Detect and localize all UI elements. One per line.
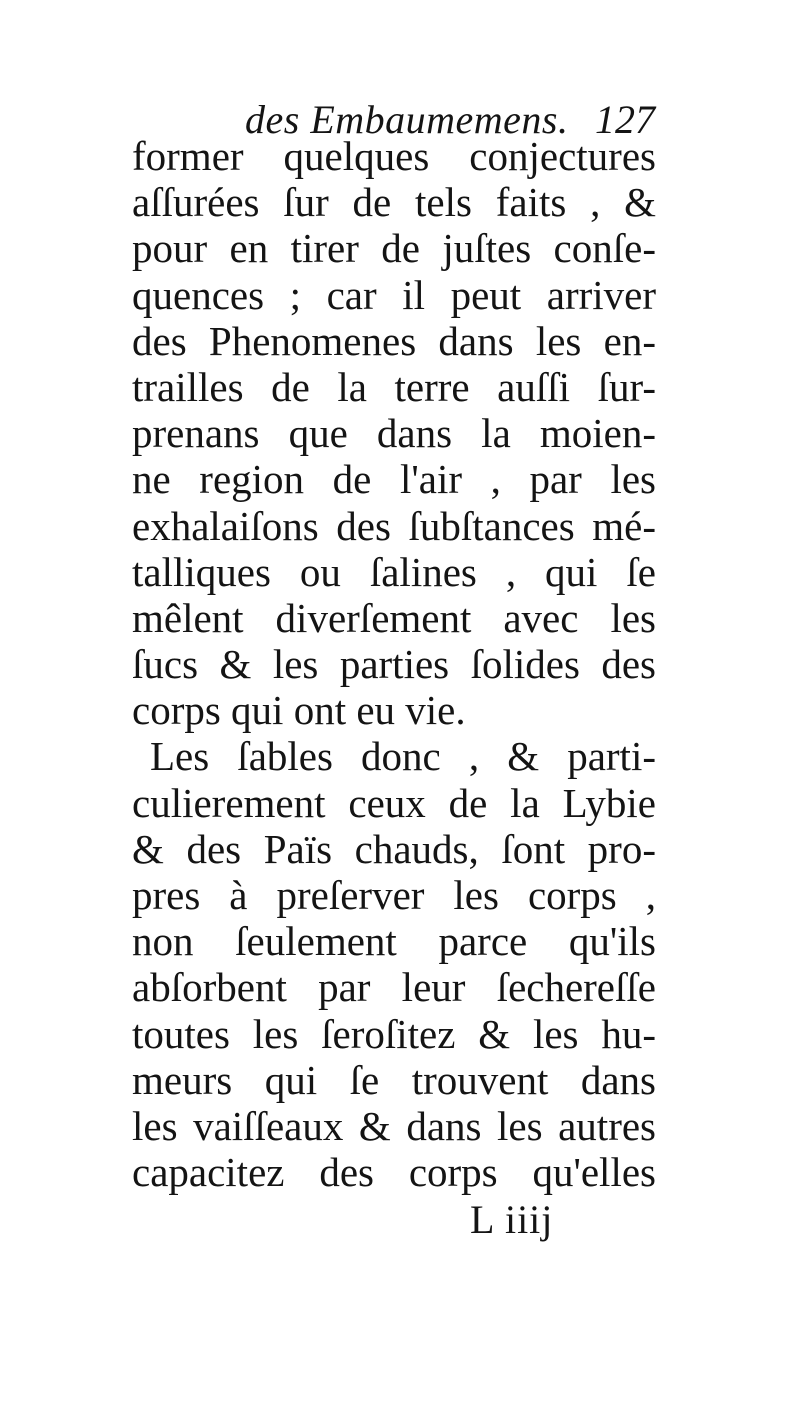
text-line: former quelques conjectures (132, 133, 656, 179)
text-line: aſſurées ſur de tels faits , & (132, 179, 656, 226)
body-text (132, 133, 656, 1195)
text-line: non ſeulement parce qu'ils (132, 918, 656, 965)
text-line: mêlent diverſement avec les (132, 594, 656, 641)
signature-mark: L iiij (470, 1197, 554, 1242)
text-line: exhalaiſons des ſubſtances mé- (132, 502, 656, 549)
text-line: quences ; car il peut arriver (132, 271, 656, 318)
page-number: 127 (595, 97, 655, 142)
text-line: trailles de la terre auſſi ſur- (132, 363, 656, 410)
text-line: meurs qui ſe trouvent dans (132, 1056, 656, 1103)
text-line: prenans que dans la moien- (132, 410, 656, 457)
text-line: pres à preſerver les corps , (132, 872, 656, 918)
text-line: pour en tirer de juſtes conſe- (132, 225, 656, 272)
text-line: ſucs & les parties ſolides des (132, 641, 656, 688)
text-line: culierement ceux de la Lybie (132, 779, 656, 826)
running-title: des Embaumemens. (245, 97, 569, 142)
text-line: & des Païs chauds, ſont pro- (132, 825, 656, 872)
text-line: toutes les ſeroſitez & les hu- (132, 1010, 656, 1057)
text-line: corps qui ont eu vie. (132, 687, 466, 734)
text-line: capacitez des corps qu'elles (132, 1149, 656, 1196)
text-line: les vaiſſeaux & dans les autres (132, 1102, 656, 1149)
text-line: ne region de l'air , par les (132, 456, 656, 503)
text-line: abſorbent par leur ſechereſſe (132, 964, 656, 1011)
text-line: talliques ou ſalines , qui ſe (132, 548, 656, 595)
text-line: Les ſables donc , & parti- (150, 733, 656, 780)
text-line: des Phenomenes dans les en- (132, 317, 656, 364)
